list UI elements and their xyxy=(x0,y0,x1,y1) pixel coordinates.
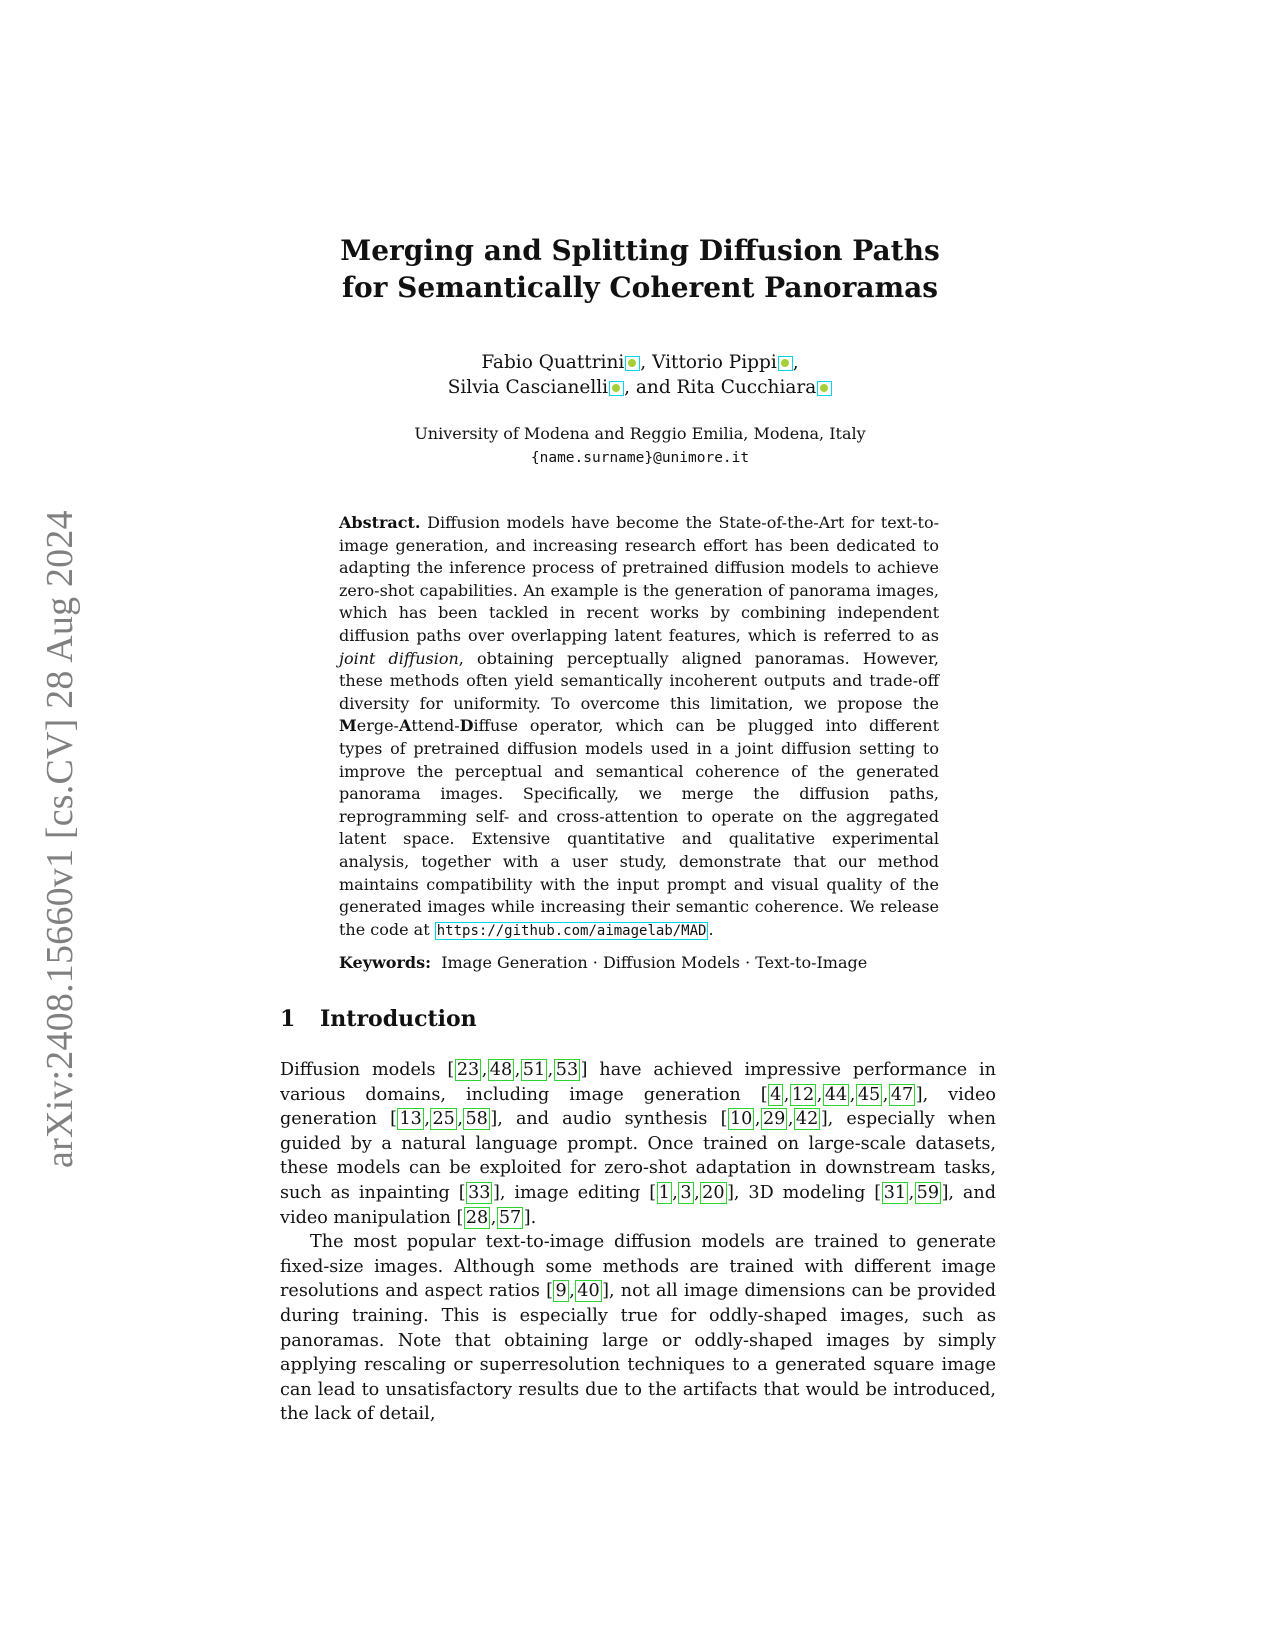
intro-text: The most popular text-to-image diffusion models are trained to generate fixed-size images. Although some methods are trained with different image resolutions and aspect ratios [ xyxy=(280,1232,996,1302)
citation-link[interactable]: 48 xyxy=(489,1060,513,1080)
section-number: 1 xyxy=(280,1006,296,1032)
abstract-label: Abstract. xyxy=(339,513,421,532)
citation-link[interactable]: 28 xyxy=(465,1207,489,1228)
contact-email: {name.surname}@unimore.it xyxy=(530,450,750,466)
affiliation xyxy=(380,422,900,470)
orcid-icon[interactable] xyxy=(609,381,624,396)
citation-link[interactable]: 47 xyxy=(890,1084,914,1105)
intro-text: ] have achieved impressive performance in various domains, including image generation [ xyxy=(280,1060,996,1105)
operator-initial-d: D xyxy=(459,716,474,736)
intro-text: ], 3D modeling [ xyxy=(727,1182,882,1203)
keywords xyxy=(339,952,939,974)
citation-link[interactable]: 51 xyxy=(522,1060,546,1080)
keywords-text: Image Generation · Diffusion Models · Text-to-Image xyxy=(441,953,868,972)
section-title: Introduction xyxy=(320,1006,477,1032)
intro-text: ], and video manipulation [ xyxy=(280,1182,997,1228)
author-separator: , xyxy=(792,352,799,373)
citation-link[interactable]: 58 xyxy=(465,1109,488,1130)
author-1 xyxy=(481,352,640,373)
author-separator: , xyxy=(640,352,653,373)
section-heading xyxy=(280,1004,980,1034)
introduction-body xyxy=(280,1058,996,1427)
abstract-text-part-2: , obtaining perceptually aligned panoramas. However, these methods often yield semantically incoherent outputs and trade-off diversity for uniformity. To overcome this limitation, we propose the xyxy=(339,648,939,713)
orcid-icon[interactable] xyxy=(778,356,793,371)
title-line-2: for Semantically Coherent Panoramas xyxy=(341,271,939,304)
orcid-icon[interactable] xyxy=(625,356,640,371)
author-name: Vittorio Pippi xyxy=(652,352,777,373)
citation-link[interactable]: 29 xyxy=(762,1109,786,1130)
author-separator: , and xyxy=(624,377,677,398)
intro-text: ], especially when guided by a natural language prompt. Once trained on large-scale datasets, these models can be exploited for zero-shot adaptation in downstream tasks, such as inpainting [ xyxy=(280,1109,996,1203)
intro-text: ], image editing [ xyxy=(492,1182,657,1203)
abstract-text-part-3: operator, which can be plugged into different types of pretrained diffusion models used in a joint diffusion setting to improve the perceptual and semantical coherence of the generated panorama images. Specifically, we merge the diffusion paths, reprogramming self- and cross-attention to operate on the aggregated latent space. Extensive quantitative and qualitative experimental analysis, together with a user study, demonstrate that our method maintains compatibility with the input prompt and visual quality of the generated images while increasing their semantic coherence. We release the code at xyxy=(339,716,940,939)
intro-text: ], video generation [ xyxy=(280,1084,996,1130)
operator-part: erge- xyxy=(356,716,399,736)
abstract-italic-term: joint diffusion xyxy=(339,648,459,668)
citation-link[interactable]: 4 xyxy=(770,1084,782,1105)
operator-initial-a: A xyxy=(398,716,412,736)
citation-link[interactable]: 57 xyxy=(498,1207,522,1228)
citation-link[interactable]: 59 xyxy=(916,1182,940,1203)
operator-part: ttend- xyxy=(411,716,460,736)
citation-link[interactable]: 10 xyxy=(729,1109,753,1130)
citation-link[interactable]: 13 xyxy=(399,1109,422,1130)
arxiv-margin-stamp: arXiv:2408.15660v1 [cs.CV] 28 Aug 2024 xyxy=(39,510,81,1168)
citation-link[interactable]: 31 xyxy=(883,1182,907,1203)
citation-link[interactable]: 12 xyxy=(791,1084,815,1105)
intro-paragraph-1: Diffusion models [ 23 , 48 , 51 , 53 ] have achieved impressive performance in various domains, including image generation [ 4 , 12 , 44 , 45 , 47 ], video generation [ 13 , 25 , 58 ], and audio synthesis [ 10 , 29 , 42 ], especially when guided by a natural language prompt. Once trained on large-scale datasets, these models can be exploited for zero-shot adaptation in downstream tasks, such as inpainting [ 33 ], image editing [ 1 , 3 , 20 ], 3D modeling [ 31 , 59 ], and video manipulation [ 28 , 57 ]. xyxy=(280,1060,997,1228)
citation-link[interactable]: 3 xyxy=(680,1182,692,1203)
keywords-label: Keywords: xyxy=(339,953,432,972)
author-name: Fabio Quattrini xyxy=(481,352,625,373)
abstract xyxy=(339,512,939,942)
author-3 xyxy=(448,377,624,398)
citation-link[interactable]: 53 xyxy=(555,1060,579,1080)
citation-link[interactable]: 23 xyxy=(456,1060,480,1080)
intro-text: ], not all image dimensions can be provided during training. This is especially true for oddly-shaped images, such as panoramas. Note that obtaining large or oddly-shaped images by simply applying rescaling or superresolution techniques to a generated square image can lead to unsatisfactory results due to the artifacts that would be introduced, the lack of detail, xyxy=(280,1281,997,1425)
code-repository-link[interactable]: https://github.com/aimagelab/MAD xyxy=(436,922,707,939)
institution: University of Modena and Reggio Emilia, Modena, Italy xyxy=(414,424,866,443)
title-line-1: Merging and Splitting Diffusion Paths xyxy=(340,234,940,267)
citation-link[interactable]: 33 xyxy=(468,1182,491,1203)
citation-link[interactable]: 20 xyxy=(702,1182,725,1203)
intro-text: ]. xyxy=(523,1207,537,1228)
abstract-end-period: . xyxy=(708,919,714,939)
author-2 xyxy=(652,352,793,373)
citation-link[interactable]: 45 xyxy=(857,1084,881,1105)
author-list xyxy=(380,350,900,400)
citation-link[interactable]: 9 xyxy=(555,1281,567,1302)
author-name: Silvia Cascianelli xyxy=(447,377,609,398)
author-name: Rita Cucchiara xyxy=(676,377,817,398)
citation-link[interactable]: 1 xyxy=(658,1182,670,1203)
intro-paragraph-2: The most popular text-to-image diffusion models are trained to generate fixed-size images. Although some methods are trained with different image resolutions and aspect ratios [ 9 , 40 ], not all image dimensions can be provided during training. This is especially true for oddly-shaped images, such as panoramas. Note that obtaining large or oddly-shaped images by simply applying rescaling or superresolution techniques to a generated square image can lead to unsatisfactory results due to the artifacts that would be introduced, the lack of detail, xyxy=(280,1232,997,1425)
intro-text: ], and audio synthesis [ xyxy=(490,1109,728,1130)
author-4 xyxy=(677,377,833,398)
citation-link[interactable]: 40 xyxy=(577,1281,600,1302)
citation-link[interactable]: 42 xyxy=(795,1109,819,1130)
intro-text: Diffusion models [ xyxy=(280,1060,455,1080)
operator-initial-m: M xyxy=(339,716,357,736)
citation-link[interactable]: 25 xyxy=(432,1109,455,1130)
orcid-icon[interactable] xyxy=(817,381,832,396)
paper-title xyxy=(300,232,980,306)
operator-part: iffuse xyxy=(473,716,518,736)
abstract-text-part-1: Diffusion models have become the State-of-the-Art for text-to-image generation, and increasing research effort has been dedicated to adapting the inference process of pretrained diffusion models to achieve zero-shot capabilities. An example is the generation of panorama images, which has been tackled in recent works by combining independent diffusion paths over overlapping latent features, which is referred to as xyxy=(339,513,939,645)
citation-link[interactable]: 44 xyxy=(824,1084,848,1105)
